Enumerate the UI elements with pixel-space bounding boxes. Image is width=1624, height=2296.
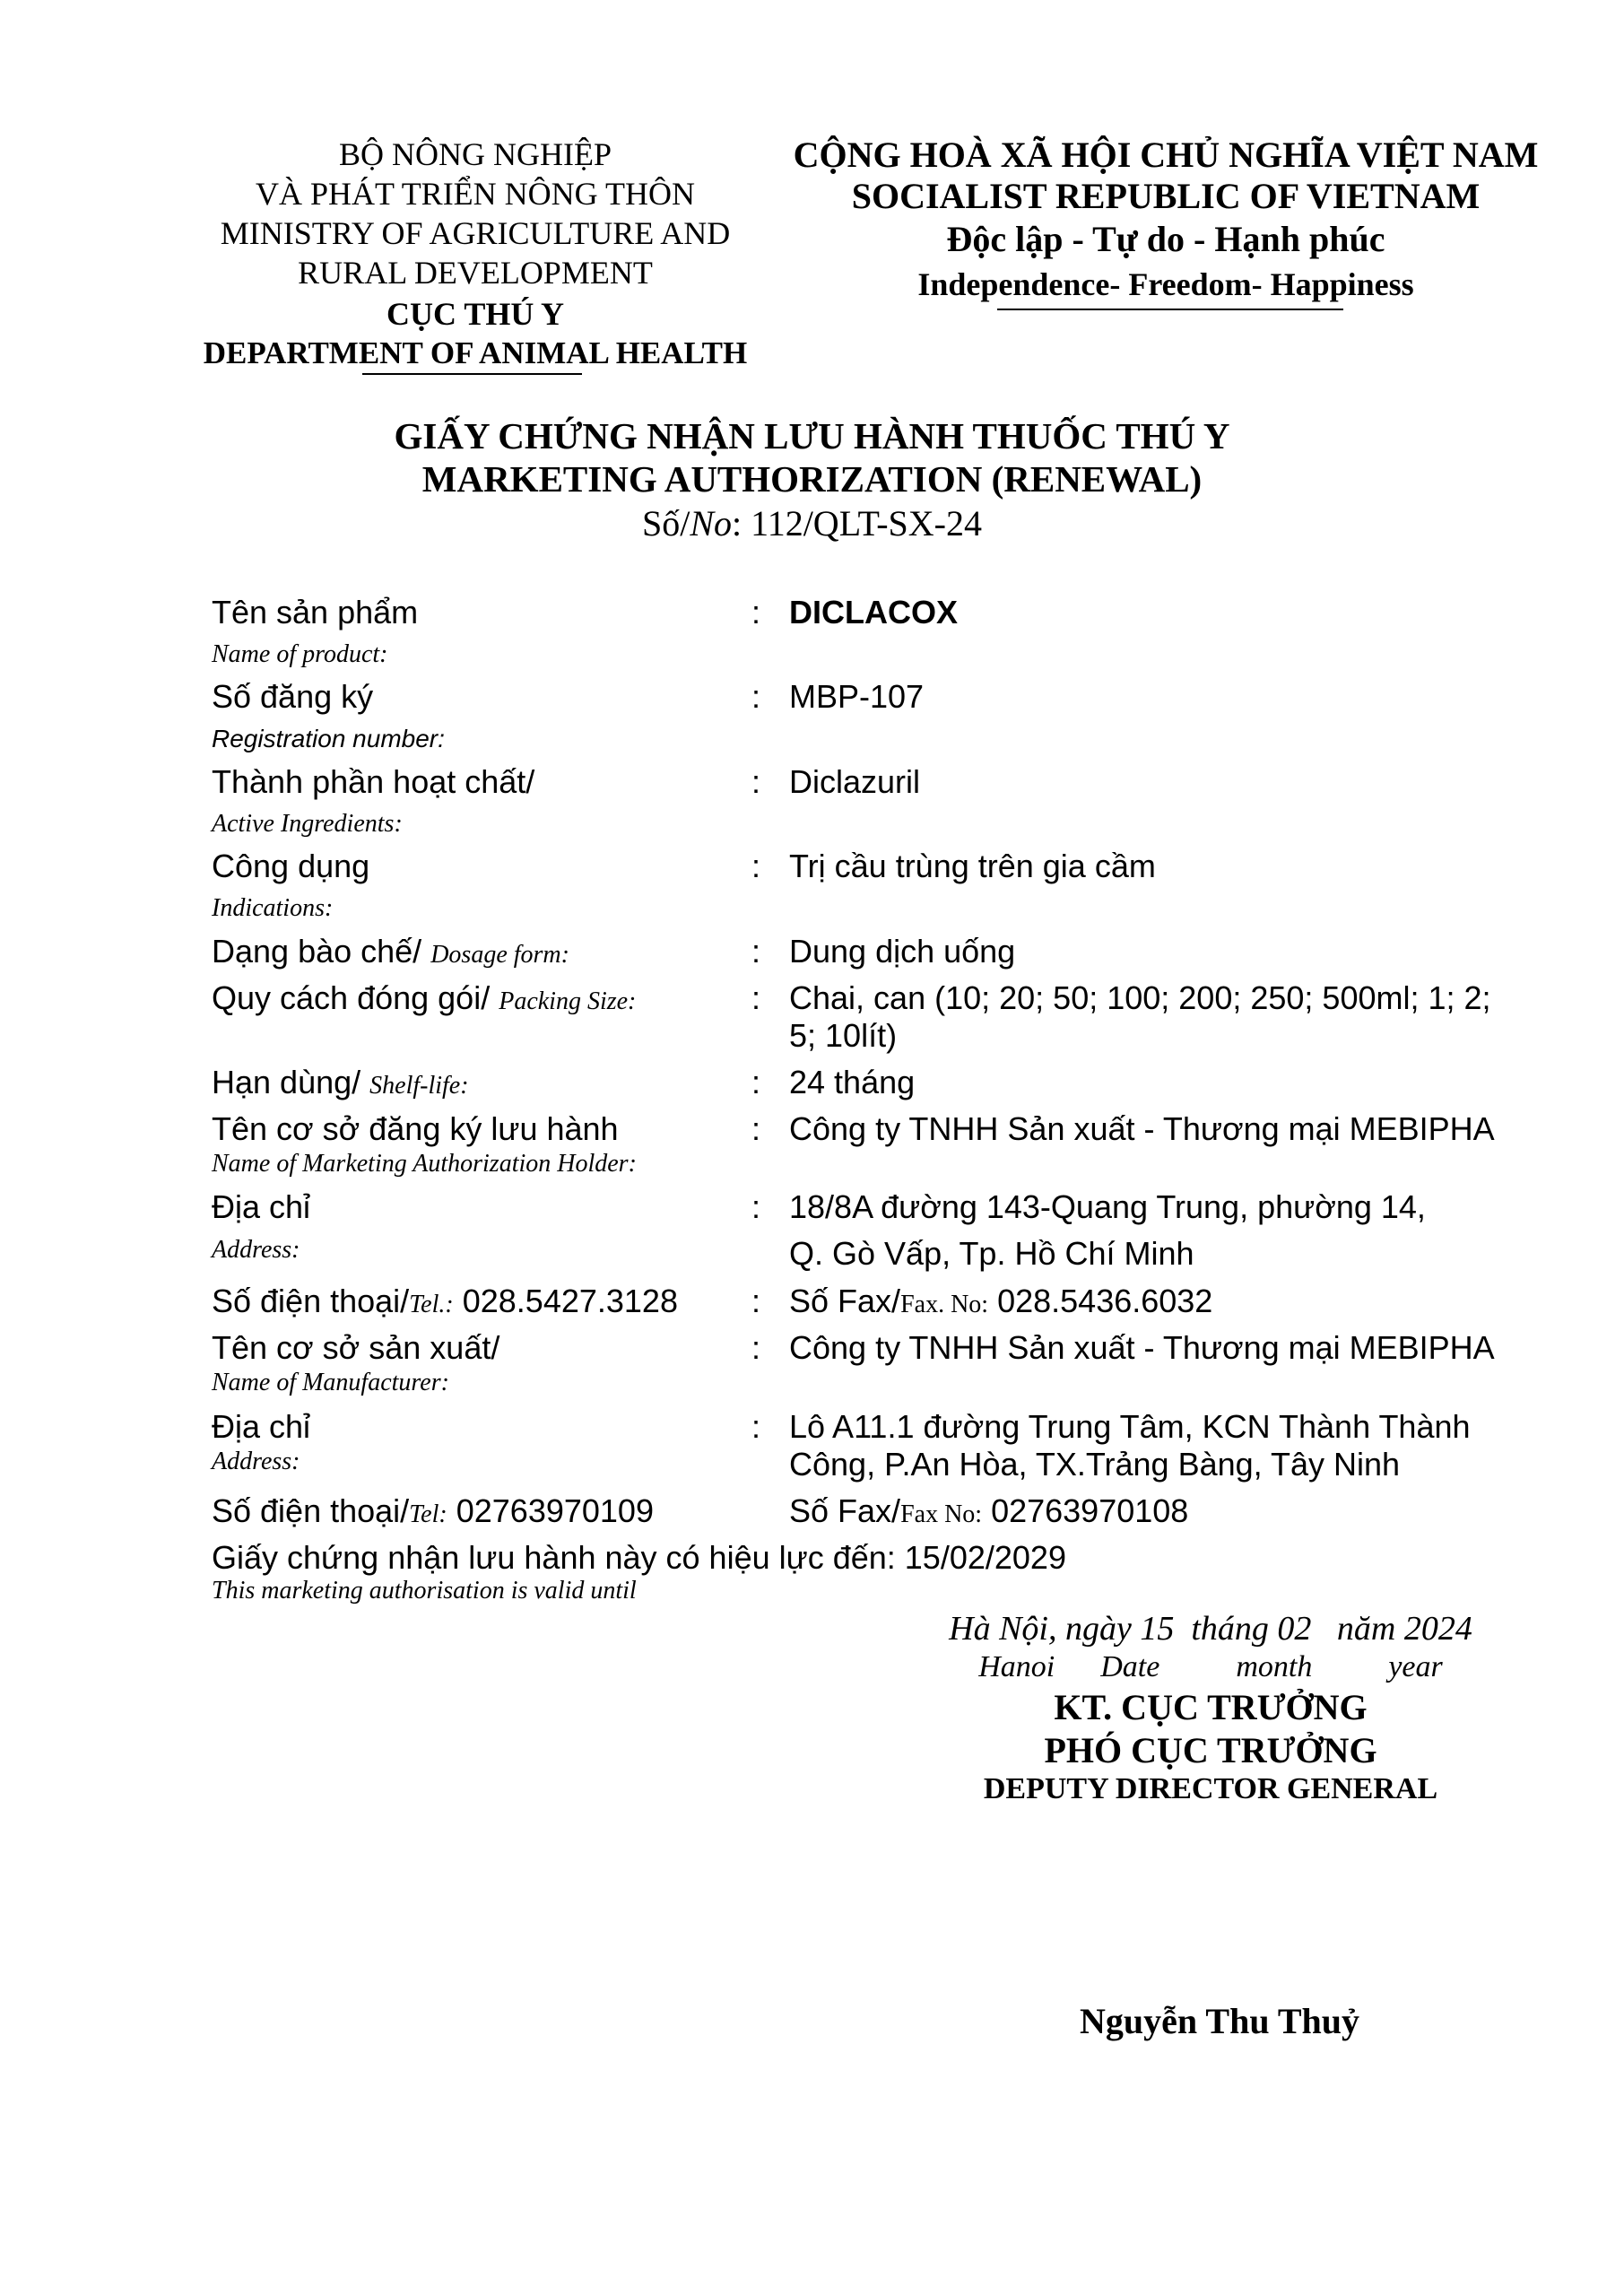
ministry-vn-line1: BỘ NÔNG NGHIỆP [339, 136, 612, 172]
holder-value: Công ty TNHH Sản xuất - Thương mại MEBIPHA [789, 1110, 1495, 1147]
holder-label: Tên cơ sở đăng ký lưu hành [212, 1110, 619, 1147]
dosage-value: Dung dịch uống [789, 933, 1016, 970]
manufacturer-phone-label: Số điện thoại/ [212, 1492, 410, 1529]
manufacturer-address-line1: Lô A11.1 đường Trung Tâm, KCN Thành Thành [789, 1408, 1471, 1445]
colon: : [751, 979, 761, 1016]
ingredients-label: Thành phần hoạt chất/ [212, 763, 535, 800]
colon: : [751, 763, 761, 800]
product-name-value: DICLACOX [789, 594, 958, 631]
colon: : [751, 933, 761, 970]
holder-sub: Name of Marketing Authorization Holder: [212, 1150, 637, 1178]
department-en: DEPARTMENT OF ANIMAL HEALTH [203, 335, 748, 370]
shelf-value: 24 tháng [789, 1064, 916, 1100]
dosage-row-label [212, 933, 569, 970]
manufacturer-sub: Name of Manufacturer: [212, 1369, 449, 1396]
holder-address-sub: Address: [212, 1236, 300, 1264]
header-left-underline [362, 373, 582, 375]
colon: : [751, 1110, 761, 1147]
indications-value: Trị cầu trùng trên gia cầm [789, 848, 1156, 884]
manufacturer-phone [212, 1492, 654, 1530]
dosage-sub: Dosage form: [430, 941, 569, 969]
packing-row-label [212, 979, 636, 1017]
manufacturer-phone-sub: Tel: [409, 1500, 447, 1528]
shelf-label: Hạn dùng/ [212, 1064, 361, 1100]
packing-value-line2: 5; 10lít) [789, 1017, 898, 1054]
signature-title-vn1: KT. CỤC TRƯỞNG [1054, 1687, 1368, 1727]
ministry-en-line1: MINISTRY OF AGRICULTURE AND [220, 215, 731, 251]
registration-sub: Registration number: [212, 725, 445, 752]
ministry-vn-line2: VÀ PHÁT TRIỂN NÔNG THÔN [255, 176, 695, 212]
signature-title-vn2: PHÓ CỤC TRƯỞNG [1044, 1730, 1377, 1770]
manufacturer-fax [789, 1492, 1188, 1530]
product-name-label: Tên sản phẩm [212, 594, 419, 631]
header-right-underline [997, 309, 1343, 310]
country-vn: CỘNG HOÀ XÃ HỘI CHỦ NGHĨA VIỆT NAM [793, 135, 1539, 175]
colon: : [751, 1329, 761, 1366]
shelf-sub: Shelf-life: [369, 1072, 469, 1100]
product-name-sub: Name of product: [212, 640, 388, 668]
dosage-label: Dạng bào chế/ [212, 933, 422, 970]
ingredients-sub: Active Ingredients: [212, 810, 403, 838]
manufacturer-address-line2: Công, P.An Hòa, TX.Trảng Bàng, Tây Ninh [789, 1446, 1401, 1483]
number-prefix: Số/ [642, 503, 690, 544]
holder-phone-sub: Tel.: [409, 1291, 454, 1318]
colon: : [751, 1283, 761, 1319]
indications-sub: Indications: [212, 894, 334, 922]
manufacturer-phone-value: 02763970109 [456, 1492, 654, 1529]
holder-address-line1: 18/8A đường 143-Quang Trung, phường 14, [789, 1188, 1426, 1225]
ingredients-value: Diclazuril [789, 763, 921, 800]
signature-title-en: DEPUTY DIRECTOR GENERAL [983, 1772, 1438, 1805]
registration-value: MBP-107 [789, 678, 925, 715]
packing-label: Quy cách đóng gói/ [212, 979, 491, 1016]
manufacturer-label: Tên cơ sở sản xuất/ [212, 1329, 500, 1366]
colon: : [751, 594, 761, 631]
holder-fax-value: 028.5436.6032 [997, 1283, 1213, 1319]
validity-label: Giấy chứng nhận lưu hành này có hiệu lực đến: 15/02/2029 [212, 1539, 1066, 1576]
holder-phone-value: 028.5427.3128 [462, 1283, 678, 1319]
signature-date-vn: Hà Nội, ngày 15 tháng 02 năm 2024 [949, 1610, 1472, 1648]
packing-value-line1: Chai, can (10; 20; 50; 100; 200; 250; 500ml; 1; 2; [789, 979, 1491, 1016]
validity-sub: This marketing authorisation is valid until [212, 1577, 637, 1605]
indications-label: Công dụng [212, 848, 370, 884]
holder-fax-sub: Fax. No: [900, 1291, 989, 1318]
colon: : [751, 1064, 761, 1100]
certificate-number [0, 502, 1624, 545]
title-vn: GIẤY CHỨNG NHẬN LƯU HÀNH THUỐC THÚ Y [394, 415, 1230, 457]
department-vn: CỤC THÚ Y [386, 296, 565, 332]
number-separator: : [732, 503, 751, 544]
motto-en: Independence- Freedom- Happiness [917, 266, 1414, 302]
holder-phone-label: Số điện thoại/ [212, 1283, 410, 1319]
manufacturer-fax-value: 02763970108 [991, 1492, 1189, 1529]
manufacturer-fax-sub: Fax No: [900, 1500, 983, 1528]
motto-vn: Độc lập - Tự do - Hạnh phúc [946, 219, 1385, 259]
manufacturer-value: Công ty TNHH Sản xuất - Thương mại MEBIPHA [789, 1329, 1495, 1366]
title-en: MARKETING AUTHORIZATION (RENEWAL) [421, 458, 1203, 500]
signer-name: Nguyễn Thu Thuỷ [1079, 2001, 1360, 2041]
manufacturer-address-label: Địa chỉ [212, 1408, 311, 1445]
number-prefix-en: No [690, 503, 733, 544]
holder-fax [789, 1283, 1212, 1320]
signature-date-en: Hanoi Date month year [978, 1650, 1443, 1683]
ministry-en-line2: RURAL DEVELOPMENT [298, 255, 653, 291]
colon: : [751, 678, 761, 715]
packing-sub: Packing Size: [499, 987, 637, 1015]
holder-address-label: Địa chỉ [212, 1188, 311, 1225]
holder-fax-label: Số Fax/ [789, 1283, 901, 1319]
manufacturer-fax-label: Số Fax/ [789, 1492, 901, 1529]
manufacturer-address-sub: Address: [212, 1448, 300, 1475]
registration-label: Số đăng ký [212, 678, 374, 715]
number-value: 112/QLT-SX-24 [751, 503, 982, 544]
colon: : [751, 1188, 761, 1225]
colon: : [751, 848, 761, 884]
holder-phone [212, 1283, 678, 1320]
holder-address-line2: Q. Gò Vấp, Tp. Hồ Chí Minh [789, 1235, 1194, 1272]
country-en: SOCIALIST REPUBLIC OF VIETNAM [851, 176, 1481, 216]
colon: : [751, 1408, 761, 1445]
shelf-row-label [212, 1064, 469, 1101]
